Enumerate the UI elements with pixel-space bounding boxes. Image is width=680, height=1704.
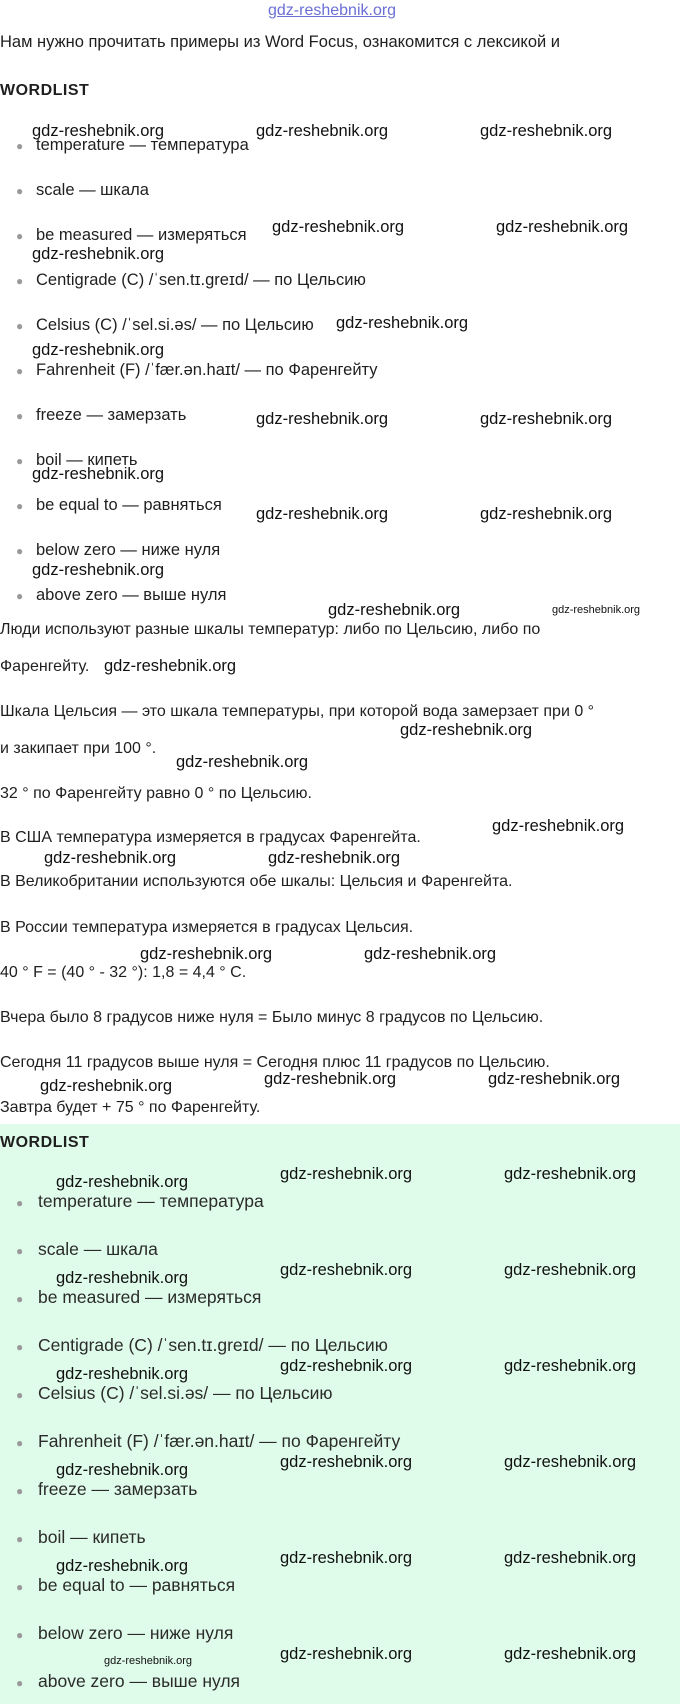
watermark: gdz-reshebnik.org [56,1269,189,1287]
watermark: gdz-reshebnik.org [32,465,165,483]
intro-text: Нам нужно прочитать примеры из Word Focus, ознакомится с лексикой и [0,33,561,51]
watermark: gdz-reshebnik.org [480,410,613,428]
paragraph: Завтра будет + 75 ° по Фаренгейту. [0,1099,261,1116]
list-item: ● Centigrade (C) /ˈsen.tɪ.ɡreɪd/ — по Цельсию [16,271,366,289]
list-item: ● Fahrenheit (F) /ˈfær.ən.haɪt/ — по Фаренгейту [16,1431,401,1451]
watermark: gdz-reshebnik.org [492,817,625,835]
list-item: ● above zero — выше нуля [16,586,227,604]
list-item: ● be measured — измеряться [16,226,247,244]
watermark: gdz-reshebnik.org [44,849,177,867]
paragraph: Люди используют разные шкалы температур: либо по Цельсию, либо по [0,621,541,638]
watermark: gdz-reshebnik.org [256,505,389,523]
paragraph: В России температура измеряется в градусах Цельсия. [0,919,414,936]
list-item: ● temperature — температура [16,136,249,154]
list-item: ● below zero — ниже нуля [16,1623,234,1643]
watermark: gdz-reshebnik.org [32,122,165,140]
watermark: gdz-reshebnik.org [256,410,389,428]
wordlist-heading: WORDLIST [0,82,90,99]
watermark: gdz-reshebnik.org [32,245,165,263]
watermark: gdz-reshebnik.org [480,122,613,140]
watermark: gdz-reshebnik.org [504,1357,637,1375]
paragraph: Сегодня 11 градусов выше нуля = Сегодня плюс 11 градусов по Цельсию. [0,1054,550,1071]
watermark: gdz-reshebnik.org [176,753,309,771]
watermark: gdz-reshebnik.org [56,1557,189,1575]
watermark: gdz-reshebnik.org [488,1070,621,1088]
paragraph: Фаренгейту. [0,658,90,675]
list-item: ● scale — шкала [16,1239,158,1259]
paragraph: В США температура измеряется в градусах Фаренгейта. [0,829,421,846]
watermark: gdz-reshebnik.org [364,945,497,963]
watermark: gdz-reshebnik.org [272,218,405,236]
watermark: gdz-reshebnik.org [336,314,469,332]
list-item: ● Celsius (C) /ˈsel.si.əs/ — по Цельсию [16,316,314,334]
watermark: gdz-reshebnik.org [280,1549,413,1567]
watermark: gdz-reshebnik.org [140,945,273,963]
watermark: gdz-reshebnik.org [280,1261,413,1279]
paragraph: 32 ° по Фаренгейту равно 0 ° по Цельсию. [0,785,312,802]
paragraph: 40 ° F = (40 ° - 32 °): 1,8 = 4,4 ° C. [0,964,247,981]
watermark: gdz-reshebnik.org [496,218,629,236]
list-item: ● Fahrenheit (F) /ˈfær.ən.haɪt/ — по Фаренгейту [16,361,378,379]
list-item: ● temperature — температура [16,1191,264,1211]
watermark: gdz-reshebnik.org [280,1165,413,1183]
watermark: gdz-reshebnik.org [268,849,401,867]
list-item: ● above zero — выше нуля [16,1671,241,1691]
watermark: gdz-reshebnik.org [32,561,165,579]
watermark: gdz-reshebnik.org [280,1357,413,1375]
list-item: ● Celsius (C) /ˈsel.si.əs/ — по Цельсию [16,1383,333,1403]
watermark: gdz-reshebnik.org [104,657,237,675]
watermark: gdz-reshebnik.org [504,1453,637,1471]
list-item: ● Centigrade (C) /ˈsen.tɪ.ɡreɪd/ — по Цельсию [16,1335,388,1355]
watermark: gdz-reshebnik.org [504,1261,637,1279]
watermark: gdz-reshebnik.org [264,1070,397,1088]
wordlist-heading: WORDLIST [0,1134,90,1151]
paragraph: В Великобритании используются обе шкалы: Цельсия и Фаренгейта. [0,873,513,890]
watermark: gdz-reshebnik.org [480,505,613,523]
list-item: ● scale — шкала [16,181,149,199]
list-item: ● below zero — ниже нуля [16,541,221,559]
list-item: ● be equal to — равняться [16,1575,236,1595]
watermark: gdz-reshebnik.org [504,1645,637,1663]
list-item: ● boil — кипеть [16,1527,146,1547]
watermark: gdz-reshebnik.org [32,341,165,359]
paragraph: и закипает при 100 °. [0,740,157,757]
watermark: gdz-reshebnik.org [256,122,389,140]
watermark: gdz-reshebnik.org [56,1173,189,1191]
list-item: ● freeze — замерзать [16,1479,198,1499]
watermark: gdz-reshebnik.org [56,1461,189,1479]
watermark: gdz-reshebnik.org [56,1365,189,1383]
list-item: ● boil — кипеть [16,451,138,469]
watermark: gdz-reshebnik.org [280,1453,413,1471]
watermark: gdz-reshebnik.org [504,1165,637,1183]
site-link[interactable]: gdz-reshebnik.org [268,2,397,19]
list-item: ● be equal to — равняться [16,496,222,514]
paragraph: Шкала Цельсия — это шкала температуры, при которой вода замерзает при 0 ° [0,703,595,720]
paragraph: Вчера было 8 градусов ниже нуля = Было минус 8 градусов по Цельсию. [0,1009,544,1026]
watermark: gdz-reshebnik.org [104,1655,193,1667]
watermark: gdz-reshebnik.org [328,601,461,619]
watermark: gdz-reshebnik.org [40,1077,173,1095]
list-item: ● be measured — измеряться [16,1287,262,1307]
list-item: ● freeze — замерзать [16,406,187,424]
watermark: gdz-reshebnik.org [552,604,641,616]
watermark: gdz-reshebnik.org [400,721,533,739]
watermark: gdz-reshebnik.org [504,1549,637,1567]
watermark: gdz-reshebnik.org [280,1645,413,1663]
